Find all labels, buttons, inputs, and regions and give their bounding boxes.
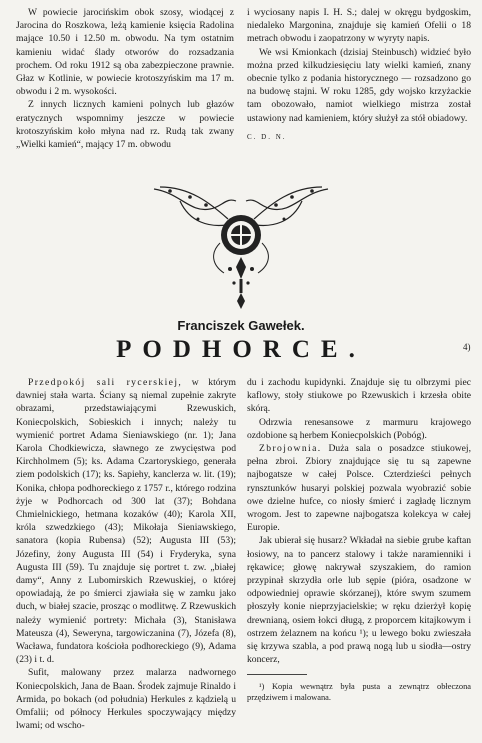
paragraph: du i zachodu kupidynki. Znajduje się tu olbrzymi piec kaflowy, stoły stiukowe po Rzewuskich i krzesła obite skórą. <box>247 377 471 415</box>
footnote-marker: 4) <box>463 342 471 352</box>
paragraph: Odrzwia renesansowe z marmuru krajowego ozdobione są herbem Koniecpolskich (Pobóg). <box>247 416 471 441</box>
footnote-divider <box>247 674 307 675</box>
paragraph-text: w którym dawniej stała warta. Ściany są niemal zupełnie zakryte obrazami, przedstawiającymi Rzewuskich, Koniecpolskich, Sobieskich i innych; należy tu wymienić portret Adama Sieniawskiego (nr. 1); Jana Karola Chodkiewicza, sławnego ze zwycięstwa pod Kirchholmem (5); ks. Adama Czartoryskiego, generała ziem podolskich (17); ks. Sapiehy, kanclerza w. lit. (19); Konika, chłopa podhoreckiego z 1757 r., którego rodzina żyje w Podhorcach od 300 lat (37); Bohdana Chmielnickiego, hetmana kozaków (40); Karola XII, króla szwedzkiego (43); Mikołaja Sieniawskiego, sanatora (kopia Rubensa) (52); Augusta III (53); Józefiny, żony Augusta III (54) i Fryderyka, syna Augusta III (59). Tu znajduje się portret t. zw. „białej damy“, Anny z Lubomirskich Rzewuskiej, o której opowiadają, że po śmierci zjawiała się w zamku jako duch, w białej szacie, prosząc o modlitwę. Z Rzewuskich należy wymienić portrety: Michała (3), Stanisława Mateusza (4), Seweryna, targowiczanina (7), Józefa (8), Wacława, fundatora kościoła podhoreckiego (9), Adama (23) i t. d. <box>16 377 236 666</box>
bottom-right-column <box>247 376 471 703</box>
signature: C. D. N. <box>247 132 287 141</box>
paragraph: Sufit, malowany przez malarza nadwornego Koniecpolskich, Jana de Baan. Środek zajmuje Rinaldo i Armida, po bokach (od południa) Herkules z kądzielą u Omfalii; od północy Herkules spoczywający między lwami; od wscho- <box>16 667 236 732</box>
paragraph <box>247 442 471 534</box>
paragraph: i wyciosany napis I. H. S.; dalej w okręgu bydgoskim, niedaleko Margonina, znajduje się kamień Ofelii o 18 metrach obwodu i zaopatrzony w wyryty napis. <box>247 7 471 45</box>
top-left-column <box>16 6 234 151</box>
paragraph: W powiecie jarocińskim obok szosy, wiodącej z Jarocina do Roszkowa, leżą kamienie księcia Radolina mające 10.50 i 12.50 m. obwodu. Na tym ostatnim kamieniu widać ślady otworów do rozsadzania prochem. Od roku 1912 są oba zabezpieczone prawnie. Głaz w Kotlinie, w powiecie krotoszyńskim ma 17 m. obwodu i 2 m. wysokości. <box>16 7 234 98</box>
footnote: ¹) Kopia wewnątrz była pusta a zewnątrz obłeczona przędziwem i malowana. <box>247 682 471 703</box>
article-author: Franciszek Gawełek. <box>177 318 305 333</box>
paragraph <box>16 376 236 666</box>
section-lead: Przedpokój sali rycerskiej, <box>28 377 183 388</box>
article-title: PODHORCE. <box>116 336 366 363</box>
paragraph-text: Duża sala o posadzce stiukowej, pełna zbroi. Zbiory znajdujące się tu są zapewne najbogatsze w całej Polsce. Czterdzieści pełnych rynsztunków husaryi polskiej pozwala wyobrazić sobie owe dzielne hufce, co niosły śmierć i zagładę licznym wrogom. Jest to zapewne najbogatsza kolekcya w całej Europie. <box>247 443 471 534</box>
paragraph: Jak ubierał się husarz? Wkładał na siebie grube kaftan łosiowy, na to pancerz stalowy i także naramienniki i rękawice; głowę nakrywał szyszakiem, do ramion przypinał skrzydła orle lub sępie (pióra, osadzone w odpowiedniej oprawie skórzanej), które swym szumem płoszyły konie nieprzyjacielskie; w ręku dzierżył kopię drewnianą, osiem łokci długą, z proporcem kitajkowym i ostrzem żelaznem na końcu ¹); u lewego boku zwieszała się krzywa szabla, a pod prawą nogą lub u siodła—ostry koncerz, <box>247 535 471 666</box>
decorative-ornament <box>150 183 332 313</box>
bottom-left-column <box>16 376 236 732</box>
section-lead: Zbrojownia. <box>259 443 322 455</box>
paragraph: Z innych licznych kamieni polnych lub głazów eratycznych wspomnimy jeszcze w powiecie krotoszyńskim koło młyna nad rz. Rudą tak zwany „Wielki kamień“, mający 17 m. obwodu <box>16 99 234 151</box>
paragraph: We wsi Kmionkach (dzisiaj Steinbusch) widzieć było można przed kilkudziesięciu laty wielki kamień, znany obecnie tylko z podania historycznego — rozsadzono go na budowę stajni. W roku 1285, gdy wojsko krzyżackie tam obozowało, namiot wielkiego mistrza został ustawiony nad kamieniem, który służył za stół obiadowy. <box>247 46 471 124</box>
top-right-column <box>247 6 471 144</box>
